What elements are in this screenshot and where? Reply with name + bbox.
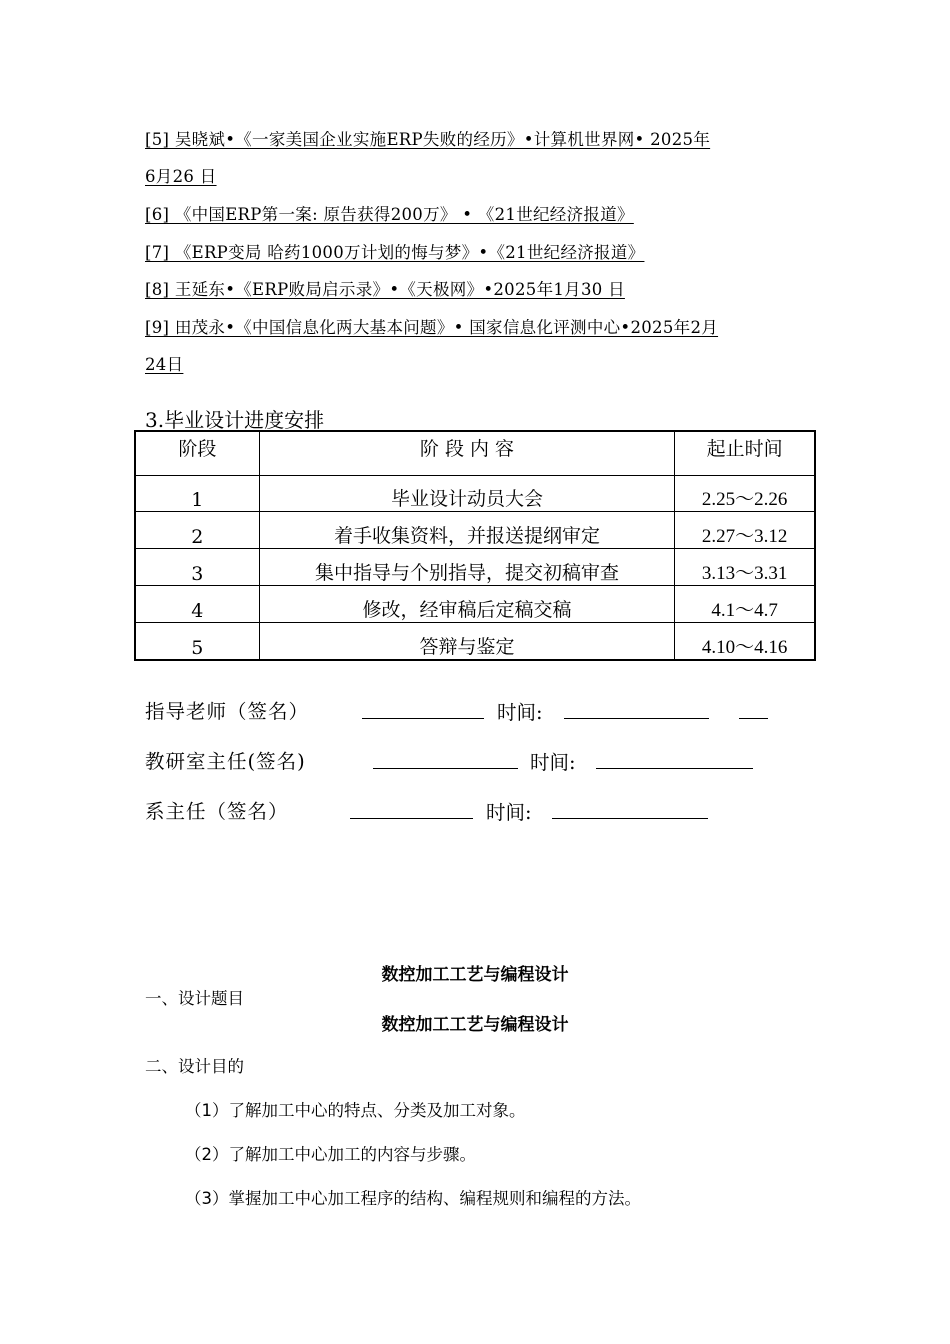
header-stage: 阶段 xyxy=(135,431,259,476)
time-cell: 3.13～3.31 xyxy=(675,549,815,586)
advisor-time-line xyxy=(564,718,709,719)
advisor-time-label: 时间: xyxy=(497,701,543,724)
design-purpose-label: 二、设计目的 xyxy=(145,1057,244,1076)
content-cell: 集中指导与个别指导，提交初稿审查 xyxy=(259,549,675,586)
table-row xyxy=(135,512,815,549)
dept-head-time-line xyxy=(552,818,708,819)
design-heading: 数控加工工艺与编程设计 xyxy=(381,965,569,985)
table-header-row xyxy=(135,431,815,476)
office-director-time-label: 时间: xyxy=(530,751,576,774)
content-cell: 答辩与鉴定 xyxy=(259,623,675,661)
reference-9-line1: [9] 田茂永•《中国信息化两大基本问题》• 国家信息化评测中心•2025年2月 xyxy=(145,318,719,337)
office-director-signature-line xyxy=(373,768,518,769)
header-content: 阶 段 内 容 xyxy=(259,431,675,476)
content-cell: 着手收集资料，并报送提纲审定 xyxy=(259,512,675,549)
time-cell: 4.1～4.7 xyxy=(675,586,815,623)
purpose-item-1: （1）了解加工中心的特点、分类及加工对象。 xyxy=(185,1101,526,1120)
table-row xyxy=(135,476,815,512)
purpose-item-3: （3）掌握加工中心加工程序的结构、编程规则和编程的方法。 xyxy=(185,1189,641,1208)
schedule-table xyxy=(134,430,816,661)
reference-8: [8] 王延东•《ERP败局启示录》•《天极网》•2025年1月30 日 xyxy=(145,280,625,299)
office-director-time-line xyxy=(596,768,753,769)
table-row xyxy=(135,549,815,586)
time-cell: 2.27～3.12 xyxy=(675,512,815,549)
purpose-item-2: （2）了解加工中心加工的内容与步骤。 xyxy=(185,1145,476,1164)
stage-cell: 3 xyxy=(135,549,259,586)
dept-head-signature-label: 系主任（签名） xyxy=(145,800,289,823)
reference-7: [7] 《ERP变局 哈药1000万计划的悔与梦》•《21世纪经济报道》 xyxy=(145,243,645,262)
time-cell: 2.25～2.26 xyxy=(675,476,815,512)
stage-cell: 5 xyxy=(135,623,259,661)
advisor-signature-label: 指导老师（签名） xyxy=(145,700,310,723)
content-cell: 修改，经审稿后定稿交稿 xyxy=(259,586,675,623)
stage-cell: 1 xyxy=(135,476,259,512)
content-cell: 毕业设计动员大会 xyxy=(259,476,675,512)
stage-cell: 4 xyxy=(135,586,259,623)
dept-head-signature-line xyxy=(350,818,473,819)
table-row xyxy=(135,623,815,661)
advisor-signature-line xyxy=(362,718,484,719)
design-topic-label: 一、设计题目 xyxy=(145,989,244,1008)
reference-5-line1: [5] 吴晓斌•《一家美国企业实施ERP失败的经历》•计算机世界网• 2025年 xyxy=(145,130,711,149)
reference-5-line2: 6月26 日 xyxy=(145,167,217,186)
stage-cell: 2 xyxy=(135,512,259,549)
reference-6: [6] 《中国ERP第一案: 原告获得200万》 • 《21世纪经济报道》 xyxy=(145,205,634,224)
reference-9-line2: 24日 xyxy=(145,355,184,374)
schedule-title: 3.毕业设计进度安排 xyxy=(145,408,325,432)
design-topic-title: 数控加工工艺与编程设计 xyxy=(381,1015,569,1035)
dept-head-time-label: 时间: xyxy=(486,801,532,824)
time-cell: 4.10～4.16 xyxy=(675,623,815,661)
table-row xyxy=(135,586,815,623)
header-time: 起止时间 xyxy=(675,431,815,476)
office-director-signature-label: 教研室主任(签名) xyxy=(145,750,306,773)
advisor-time-line-tail xyxy=(739,718,768,719)
